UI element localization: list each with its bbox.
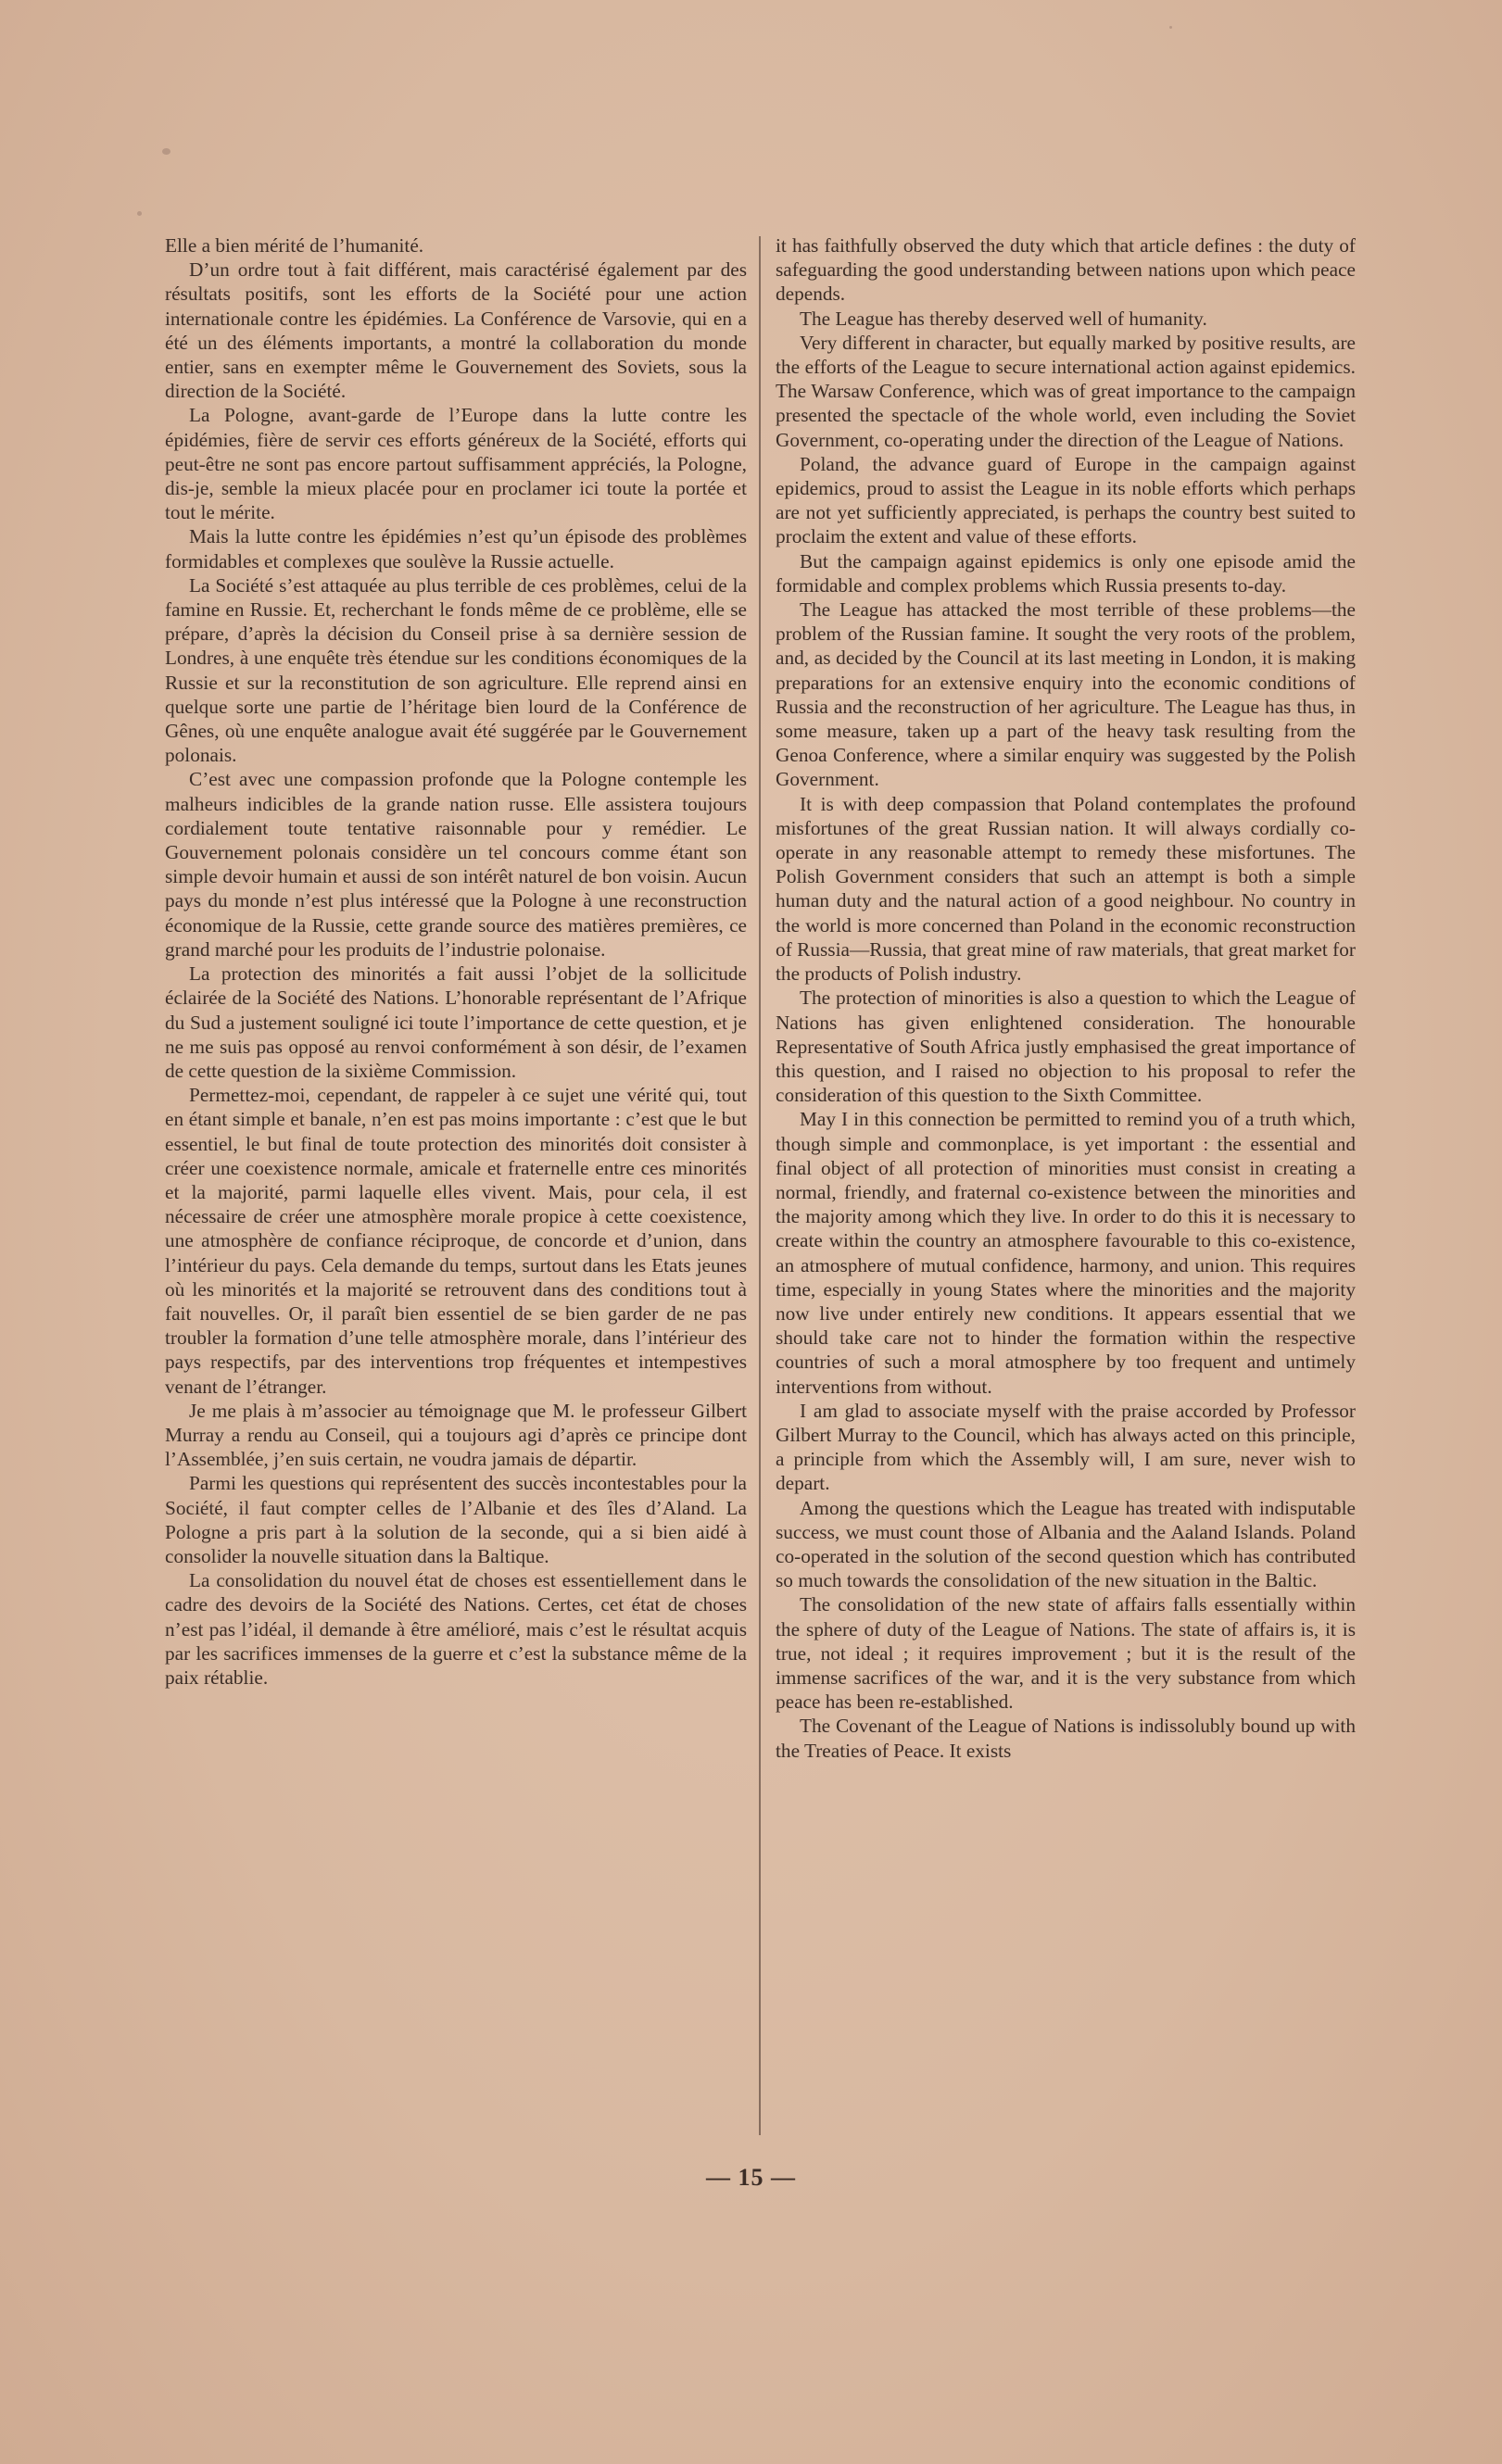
french-paragraph: D’un ordre tout à fait différent, mais caractérisé également par des résultats positifs, sont les efforts de la Société pour une action internationale contre les épidémies. La Conférence de Varsovie, qui en a été un des éléments importants, a montré la collaboration du monde entier, sans en exempter même le Gouvernement des Soviets, sous la direction de la Société. xyxy=(165,258,747,403)
page-number: — 15 — xyxy=(706,2164,796,2191)
french-paragraph: Elle a bien mérité de l’humanité. xyxy=(165,234,424,257)
english-text-column xyxy=(776,233,1356,1763)
french-paragraph: La Pologne, avant-garde de l’Europe dans la lutte contre les épidémies, fière de servir ces efforts généreux de la Société, efforts qui peut-être ne sont pas encore partout suffisamment appréciés, la Pologne, dis-je, semble la mieux placée pour en proclamer ici toute la portée et tout le mérite. xyxy=(165,404,747,524)
french-paragraph: Permettez-moi, cependant, de rappeler à ce sujet une vérité qui, tout en étant simple et banale, n’en est pas moins importante : c’est que le but essentiel, le but final de toute protection des minorités doit consister à créer une coexistence normale, amicale et fraternelle entre ces minorités et la majorité, parmi laquelle elles vivent. Mais, pour cela, il est nécessaire de créer une atmosphère morale propice à cette coexistence, une atmosphère de confiance réciproque, de concorde et d’union, dans l’intérieur du pays. Cela demande du temps, surtout dans les Etats jeunes où les minorités et la majorité se retrouvent dans des conditions tout à fait nouvelles. Or, il paraît bien essentiel de se bien garder de ne pas troubler la formation d’une telle atmosphère morale, dans l’intérieur des pays respectifs, par des interventions trop fréquentes et intempestives venant de l’étranger. xyxy=(165,1084,747,1398)
english-paragraph: May I in this connection be permitted to remind you of a truth which, though simple and commonplace, is yet important : the essential and final object of all protection of minorities must consist in creating a normal, friendly, and fraternal co-existence between the minorities and the majority among which they live. In order to do this it is necessary to create within the country an atmosphere favourable to this co-existence, an atmosphere of mutual confidence, harmony, and union. This requires time, especially in young States where the minorities and the majority now live under entirely new conditions. It appears essential that we should take care not to hinder the formation within the respective countries of such a moral atmosphere by too frequent and untimely interventions from without. xyxy=(776,1108,1356,1398)
english-paragraph: But the campaign against epidemics is only one episode amid the formidable and complex problems which Russia presents to-day. xyxy=(776,549,1356,597)
english-paragraph: The protection of minorities is also a question to which the League of Nations has given enlightened consideration. The honourable Representative of South Africa justly emphasised the great importance of this question, and I raised no objection to his proposal to refer the consideration of this question to the Sixth Committee. xyxy=(776,987,1356,1107)
column-divider xyxy=(759,236,761,2135)
paper-stain xyxy=(137,211,142,216)
english-paragraph: The consolidation of the new state of affairs falls essentially within the sphere of duty of the League of Nations. The state of affairs is, it is true, not ideal ; it requires improvement ; but it is the result of the immense sacrifices of the war, and it is the very substance from which peace has been re-established. xyxy=(776,1593,1356,1714)
english-paragraph: The League has attacked the most terrible of these problems—the problem of the Russian famine. It sought the very roots of the problem, and, as decided by the Council at its last meeting in London, it is making preparations for an extensive enquiry into the economic conditions of Russia and the reconstruction of her agriculture. The League has thus, in some measure, taken up a part of the heavy task resulting from the Genoa Conference, where a similar enquiry was suggested by the Polish Government. xyxy=(776,598,1356,791)
french-paragraph: Parmi les questions qui représentent des succès incontestables pour la Société, il faut compter celles de l’Albanie et des îles d’Aland. La Pologne a pris part à la solution de la seconde, qui a si bien aidé à consolider la nouvelle situation dans la Baltique. xyxy=(165,1472,747,1567)
french-paragraph: La Société s’est attaquée au plus terrible de ces problèmes, celui de la famine en Russie. Et, recherchant le fonds même de ce problème, elle se prépare, d’après la décision du Conseil prise à sa dernière session de Londres, à une enquête très étendue sur les conditions économiques de la Russie et sur la reconstitution de son agriculture. Elle reprend ainsi en quelque sorte une partie de l’héritage bien lourd de la Conférence de Gênes, où une enquête analogue avait été suggérée par le Gouvernement polonais. xyxy=(165,573,747,767)
paper-stain xyxy=(1169,26,1172,29)
french-paragraph: Je me plais à m’associer au témoignage que M. le professeur Gilbert Murray a rendu au Conseil, qui a toujours agi d’après ce principe dont l’Assemblée, j’en suis certain, ne voudra jamais de départir. xyxy=(165,1399,747,1471)
french-paragraph: C’est avec une compassion profonde que la Pologne contemple les malheurs indicibles de la grande nation russe. Elle assistera toujours cordialement toute tentative raisonnable pour y remédier. Le Gouvernement polonais considère un tel concours comme étant son simple devoir humain et aussi de son intérêt naturel de bon voisin. Aucun pays du monde n’est plus intéressé que la Pologne à une reconstruction économique de la Russie, cette grande source des matières premières, ce grand marché pour les produits de l’industrie polonaise. xyxy=(165,768,747,961)
french-text-column xyxy=(165,233,747,1690)
english-paragraph: I am glad to associate myself with the praise accorded by Professor Gilbert Murray to the Council, which has always acted on this principle, a principle from which the Assembly will, I am sure, never wish to depart. xyxy=(776,1399,1356,1495)
english-paragraph: The League has thereby deserved well of humanity. xyxy=(800,307,1207,330)
paper-stain xyxy=(162,148,170,155)
english-paragraph: Poland, the advance guard of Europe in the campaign against epidemics, proud to assist the League in its noble efforts which perhaps are not yet sufficiently appreciated, is perhaps the country best suited to proclaim the extent and value of these efforts. xyxy=(776,452,1356,548)
english-paragraph: it has faithfully observed the duty which that article defines : the duty of safeguarding the good understanding between nations upon which peace depends. xyxy=(776,234,1356,306)
french-paragraph: La consolidation du nouvel état de choses est essentiellement dans le cadre des devoirs de la Société des Nations. Certes, cet état de choses n’est pas l’idéal, il demande à être amélioré, mais c’est le résultat acquis par les sacrifices immenses de la guerre et c’est la substance même de la paix rétablie. xyxy=(165,1569,747,1689)
english-paragraph: Among the questions which the League has treated with indisputable success, we must count those of Albania and the Aaland Islands. Poland co-operated in the solution of the second question which has contributed so much towards the consolidation of the new situation in the Baltic. xyxy=(776,1496,1356,1592)
french-paragraph: La protection des minorités a fait aussi l’objet de la sollicitude éclairée de la Société des Nations. L’honorable représentant de l’Afrique du Sud a justement souligné ici toute l’importance de cette question, et je ne me suis pas opposé au renvoi conformément à son désir, de l’examen de cette question de la sixième Commission. xyxy=(165,962,747,1082)
english-paragraph: The Covenant of the League of Nations is indissolubly bound up with the Treaties of Peace. It exists xyxy=(776,1715,1356,1762)
english-paragraph: Very different in character, but equally marked by positive results, are the efforts of the League to secure international action against epidemics. The Warsaw Conference, which was of great importance to the campaign presented the spectacle of the whole world, even including the Soviet Government, co-operating under the direction of the League of Nations. xyxy=(776,331,1356,451)
french-paragraph: Mais la lutte contre les épidémies n’est qu’un épisode des problèmes formidables et complexes que soulève la Russie actuelle. xyxy=(165,525,747,572)
english-paragraph: It is with deep compassion that Poland contemplates the profound misfortunes of the great Russian nation. It will always cordially co-operate in any reasonable attempt to remedy these misfortunes. The Polish Government considers that such an attempt is both a simple human duty and the natural action of a good neighbour. No country in the world is more concerned than Poland in the economic reconstruction of Russia—Russia, that great mine of raw materials, that great market for the products of Polish industry. xyxy=(776,792,1356,986)
